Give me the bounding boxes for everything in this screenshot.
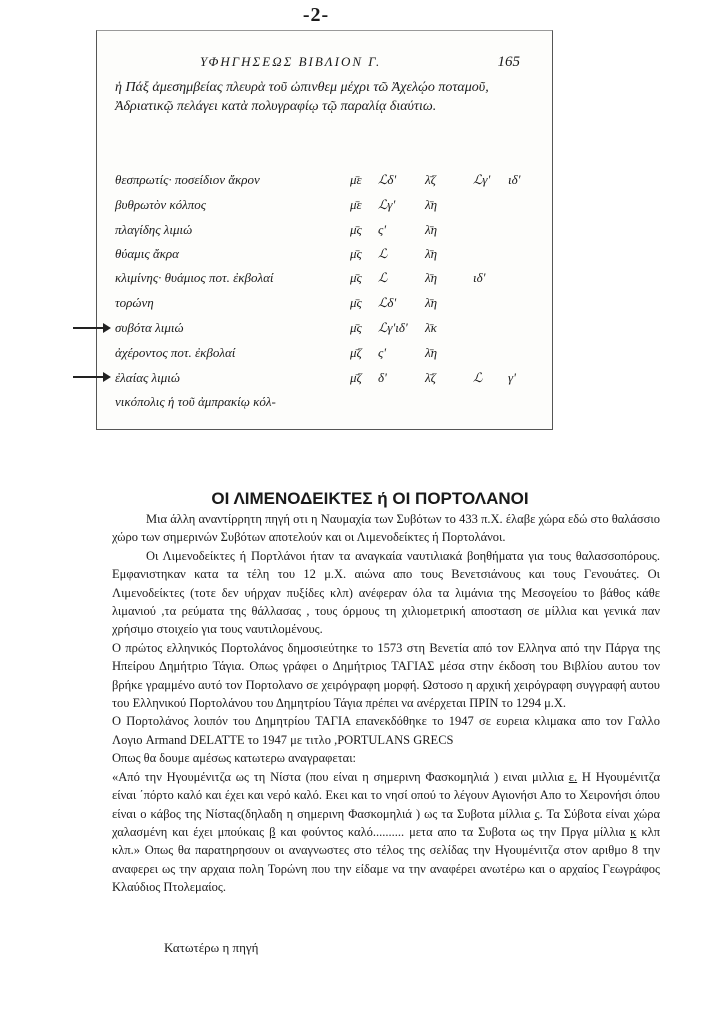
scan-value-c2: ℒγ' [378, 197, 396, 212]
scan-value-c2: ℒγ'ιδ' [378, 320, 408, 335]
scan-value-c3: λ̄ζ [425, 172, 436, 187]
scan-value-c2: ς' [378, 222, 387, 237]
scan-place-name: ἐλαίας λιμιώ [115, 370, 180, 385]
scan-value-c3: λ̄η [425, 345, 438, 360]
scan-value-c1: μ̄ς [350, 295, 362, 310]
paragraph: Ο Πορτολάνος λοιπόν του Δημητρίου ΤΑΓΙΑ επανεκδόθηκε το 1947 σε ευρεια κλιμακα απο τον Γαλλο Λογιο Armand DELATTE το 1947 με τιτλο ,PORTULANS GRECS [112, 714, 660, 747]
quote-number: κ [630, 824, 637, 839]
scan-value-c1: μ̄ς [350, 222, 362, 237]
scan-place-name: πλαγίδης λιμιώ [115, 222, 193, 237]
paragraph: Μια άλλη αναντίρρητη πηγή οτι η Ναυμαχία των Συβότων το 433 π.Χ. έλαβε χώρα εδώ στο θαλάσσιο χώρο των σημερινών Συβότων αποτελούν και οι Λιμενοδείκτες ή Πορτολάνοι. [112, 512, 660, 545]
scan-value-c4: ℒγ' [473, 172, 491, 187]
scan-intro-text: ἡ Πάξ ἀμεσημβείας πλευρὰ τοῦ ὠπινθεμ μέχρι τῶ Ἀχελῴο ποταμοῦ, Ἀδριατικῷ πελάγει κατὰ πολυγραφίῳ τῷ παραλίᾳ διαύτιω. [115, 80, 489, 114]
paragraph: Οπως θα δουμε αμέσως κατωτερω αναγραφεται: [112, 751, 357, 766]
scan-value-c1: μ̄ζ [350, 345, 362, 360]
scan-value-c2: δ' [378, 370, 387, 385]
scan-value-c5: γ' [508, 370, 516, 385]
scan-value-c3: λ̄η [425, 197, 438, 212]
paragraph: Ο πρώτος ελληνικός Πορτολάνος δημοσιεύτηκε το 1573 στη Βενετία από τον Ελληνα από την Πάργα της Ηπείρου Δημήτριο Τάγια. Οπως γράφει ο Δημήτριος ΤΑΓΙΑΣ μέσα στην έκδοση του Βιβλίου αυτου τον βρήκε γραμμένο αυτό τον Πορτολανο σε χειρόγραφη μορφή. Ωστοσο η αρχική χειρόγραφη συγγραφή αυτου του Ελληνικού Πορτολάνου του Δημητρίου Τάγια πρέπει να ανέρχεται ΠΡΙΝ το 1294 μ.Χ. [112, 640, 660, 711]
arrow-marker-syvota [73, 327, 109, 329]
scan-value-c4: ιδ' [473, 270, 486, 285]
quotation [112, 768, 660, 897]
quote-text: κλπ κλπ.» Οπως θα παρατηρησουν οι αναγνωστες στο τέλος της σελίδας την Ηγουμένιτζα στον αριθμο 8 την αναφερει ως την αρχαια πολη Τορώνη που την είδαμε να την αναφέρει ανωτέρω και ο αρχαίος Γεωγράφος Κλαύδιος Πτολεμαίος. [112, 824, 661, 895]
scan-header-title: ΥΦΗΓΗΣΕΩΣ ΒΙΒΛΙΟΝ Γ. [200, 54, 382, 69]
scan-place-name: κλιμίνης· θυάμιος ποτ. ἐκβολαί [115, 270, 274, 285]
scan-value-c3: λ̄η [425, 270, 438, 285]
scan-value-c3: λ̄η [425, 222, 438, 237]
quote-text: . Τα Σύβοτα είναι χώρα χαλασμένη και έχει μπούκαις [112, 806, 660, 839]
scan-value-c1: μ̄ζ [350, 370, 362, 385]
quote-number: β [269, 824, 276, 839]
scan-value-c3: λ̄κ [425, 320, 437, 335]
scan-value-c1: μ̄ς [350, 320, 362, 335]
document-body [112, 510, 660, 897]
closing-line: Κατωτέρω η πηγή [164, 940, 259, 955]
quote-text: και φούντος καλό.......... μετα απο τα Συβοτα ως την Πργα μίλλια [280, 824, 626, 839]
scan-value-c3: λ̄ζ [425, 370, 436, 385]
scan-header [200, 54, 520, 70]
scan-value-c2: ℒ [378, 246, 388, 261]
quote-number: ς [534, 806, 540, 821]
scan-place-name: συβότα λιμιώ [115, 320, 184, 335]
quote-text: Η Ηγουμένιτζα είναι ΄πόρτο καλό και έχει και νερό καλό. Εκει και το νησί οπού το λέγουν Αγιονήσι Απο το Χειρονήσι όπου είναι ο κάβος της Νίστας(δηλαδη η σημερινη Φασκομηλιά ) ως τα Συβοτα μίλλια [112, 769, 661, 821]
scan-value-c3: λ̄η [425, 246, 438, 261]
scan-value-c5: ιδ' [508, 172, 521, 187]
scan-page-number: 165 [497, 54, 520, 70]
quote-text: «Από την Ηγουμένιτζα ως τη Νίστα (που είναι η σημερινη Φασκομηλιά ) ειναι μιλλια [112, 769, 564, 784]
paragraph: Οι Λιμενοδείκτες ή Πορτλάνοι ήταν τα αναγκαία ναυτιλιακά βοηθήματα για τους θαλασσοπόρους. Εμφανιστηκαν κατα τα τέλη του 12 μ.Χ. αιώνα απο τους Βενετσιάνους και τους Γενουάτες. Οι Λιμενοδείκτες (τοτε δεν υήρχαν πυξίδες κλπ) ανέφεραν όλα τα λιμάνια της Μεσογείου το βάθος κάθε λιμανιού ,τα ρεύματα της θάλλασας , τους όρμους τη χιλιομετρική αποσταση σε μίλλια και γενικά παν χρήσιμο στοιχείο για τους ναυτιλομένους. [112, 548, 660, 637]
page-number: -2- [302, 4, 330, 26]
scan-value-c2: ℒ [378, 270, 388, 285]
scan-value-c2: ς' [378, 345, 387, 360]
scan-place-name: βυθρωτὸν κόλπος [115, 197, 207, 212]
scan-value-c1: μ̄ς [350, 246, 362, 261]
scan-place-name: ἀχέροντος ποτ. ἐκβολαί [115, 345, 236, 360]
scan-value-c1: μ̄ε [350, 197, 362, 212]
scan-value-c1: μ̄ς [350, 270, 362, 285]
scan-value-c2: ℒδ' [378, 172, 397, 187]
scan-place-name: νικόπολις ἡ τοῦ ἀμπρακίῳ κόλ- [115, 394, 276, 409]
scan-place-name: θύαμις ἄκρα [115, 246, 179, 261]
scan-value-c3: λ̄η [425, 295, 438, 310]
scan-value-c1: μ̄ε [350, 172, 362, 187]
scan-place-name: θεσπρωτίς· ποσείδιον ἄκρον [115, 172, 260, 187]
arrow-marker-elaias [73, 376, 109, 378]
document-title: ΟΙ ΛΙΜΕΝΟΔΕΙΚΤΕΣ ή ΟΙ ΠΟΡΤΟΛΑΝΟΙ [211, 489, 529, 508]
scan-place-name: τορώνη [115, 295, 154, 310]
quote-number: ε. [568, 769, 578, 784]
scan-value-c4: ℒ [473, 370, 483, 385]
scan-value-c2: ℒδ' [378, 295, 397, 310]
